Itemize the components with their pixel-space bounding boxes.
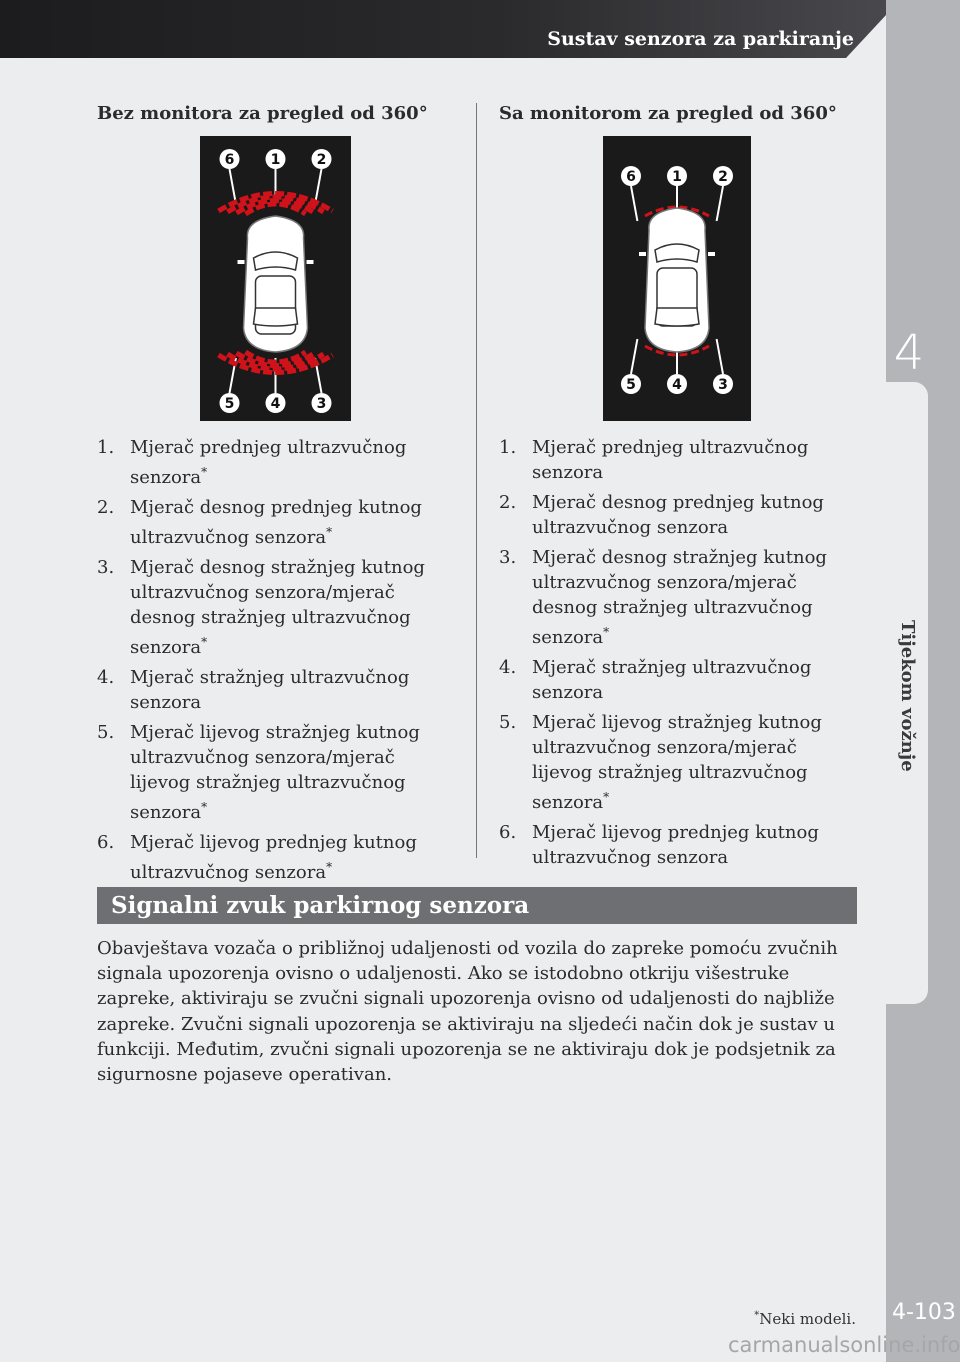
footnote-marker: *	[201, 465, 208, 479]
footnote	[754, 1310, 856, 1328]
sensor-list	[97, 435, 457, 885]
item-text: Mjerač stražnjeg ultrazvučnog senzora	[532, 657, 812, 703]
list-item	[499, 710, 859, 815]
item-text: Mjerač desnog prednjeg kutnog ultrazvučnog senzora	[130, 497, 422, 548]
chapter-number: 4	[893, 325, 925, 381]
list-item	[499, 820, 859, 870]
sensor-number: 1	[672, 169, 682, 185]
item-text: Mjerač lijevog prednjeg kutnog ultrazvučnog senzora	[532, 822, 819, 868]
sensor-number: 4	[270, 396, 281, 412]
windshield	[254, 252, 298, 270]
sensor-number: 4	[672, 377, 682, 393]
section-heading: Signalni zvuk parkirnog senzora	[97, 887, 857, 924]
sensor-diagram-without-monitor	[200, 136, 351, 421]
list-item	[97, 665, 457, 715]
sensor-number: 6	[626, 169, 636, 185]
footnote-marker: *	[201, 800, 208, 814]
column-without-monitor	[97, 100, 457, 890]
chapter-label: Tijekom vožnje	[897, 620, 918, 772]
item-number: 6.	[499, 822, 517, 843]
list-item	[499, 655, 859, 705]
section-body: Obavještava vozača o približnoj udaljenosti od vozila do zapreke pomoću zvučnih signala upozorenja ovisno o udaljenosti. Ako se istodobno otkriju višestruke zapreke, aktiviraju se zvučni signali upozorenja ovisno od udaljenosti do najbliže zapreke. Zvučni signali upozorenja se aktiviraju na sljedeći način dok je sustav u funkciji. Međutim, zvučni signali upozorenja se ne aktiviraju dok je podsjetnik za sigurnosne pojaseve operativan.	[97, 938, 838, 1086]
sensor-number: 1	[270, 152, 281, 168]
item-text: Mjerač desnog prednjeg kutnog ultrazvučnog senzora	[532, 492, 824, 538]
item-text: Mjerač desnog stražnjeg kutnog ultrazvučnog senzora/mjerač desnog stražnjeg ultrazvučnog senzora	[532, 547, 827, 648]
item-text: Mjerač lijevog prednjeg kutnog ultrazvučnog senzora	[130, 832, 417, 883]
list-item	[97, 555, 457, 660]
item-text: Mjerač prednjeg ultrazvučnog senzora	[532, 437, 809, 483]
right-mirror	[708, 252, 715, 256]
item-number: 6.	[97, 832, 115, 853]
item-number: 1.	[499, 437, 517, 458]
sensor-number: 3	[718, 377, 728, 393]
item-text: Mjerač lijevog stražnjeg kutnog ultrazvučnog senzora/mjerač lijevog stražnjeg ultrazvučnog senzora	[130, 722, 420, 823]
rear-window	[254, 308, 298, 326]
column-title: Sa monitorom za pregled od 360°	[499, 103, 837, 124]
footnote-marker: *	[326, 860, 333, 874]
column-with-monitor	[499, 100, 859, 875]
sensor-list	[499, 435, 859, 870]
list-item	[97, 720, 457, 825]
sensor-number: 6	[224, 152, 235, 168]
header-title: Sustav senzora za parkiranje	[547, 28, 854, 50]
item-number: 5.	[97, 722, 115, 743]
sensor-number: 2	[316, 152, 327, 168]
page-number: 4-103	[892, 1300, 956, 1325]
left-mirror	[639, 252, 646, 256]
list-item	[499, 545, 859, 650]
item-text: Mjerač desnog stražnjeg kutnog ultrazvučnog senzora/mjerač desnog stražnjeg ultrazvučnog senzora	[130, 557, 425, 658]
list-item	[499, 490, 859, 540]
column-title: Bez monitora za pregled od 360°	[97, 103, 428, 124]
rear-window	[655, 308, 699, 326]
item-number: 4.	[97, 667, 115, 688]
item-number: 5.	[499, 712, 517, 733]
sensor-number: 5	[626, 377, 636, 393]
list-item	[97, 435, 457, 490]
watermark: carmanualsonline.info	[728, 1333, 960, 1357]
right-mirror	[307, 260, 314, 264]
windshield	[655, 244, 699, 262]
list-item	[97, 830, 457, 885]
list-item	[97, 495, 457, 550]
sensor-number: 3	[316, 396, 327, 412]
item-number: 4.	[499, 657, 517, 678]
item-number: 3.	[499, 547, 517, 568]
list-item	[499, 435, 859, 485]
item-number: 2.	[97, 497, 115, 518]
left-mirror	[238, 260, 245, 264]
item-number: 2.	[499, 492, 517, 513]
footnote-marker: *	[326, 525, 333, 539]
item-number: 1.	[97, 437, 115, 458]
footnote-marker: *	[603, 790, 610, 804]
column-divider	[476, 103, 477, 858]
footnote-marker: *	[201, 635, 208, 649]
sensor-number: 2	[718, 169, 728, 185]
item-number: 3.	[97, 557, 115, 578]
item-text: Mjerač stražnjeg ultrazvučnog senzora	[130, 667, 410, 713]
item-text: Mjerač lijevog stražnjeg kutnog ultrazvučnog senzora/mjerač lijevog stražnjeg ultrazvučnog senzora	[532, 712, 822, 813]
item-text: Mjerač prednjeg ultrazvučnog senzora	[130, 437, 407, 488]
footnote-star: *	[754, 1310, 760, 1321]
sensor-number: 5	[224, 396, 235, 412]
footnote-text: Neki modeli.	[759, 1310, 856, 1328]
footnote-marker: *	[603, 625, 610, 639]
sensor-diagram-with-monitor	[603, 136, 751, 421]
